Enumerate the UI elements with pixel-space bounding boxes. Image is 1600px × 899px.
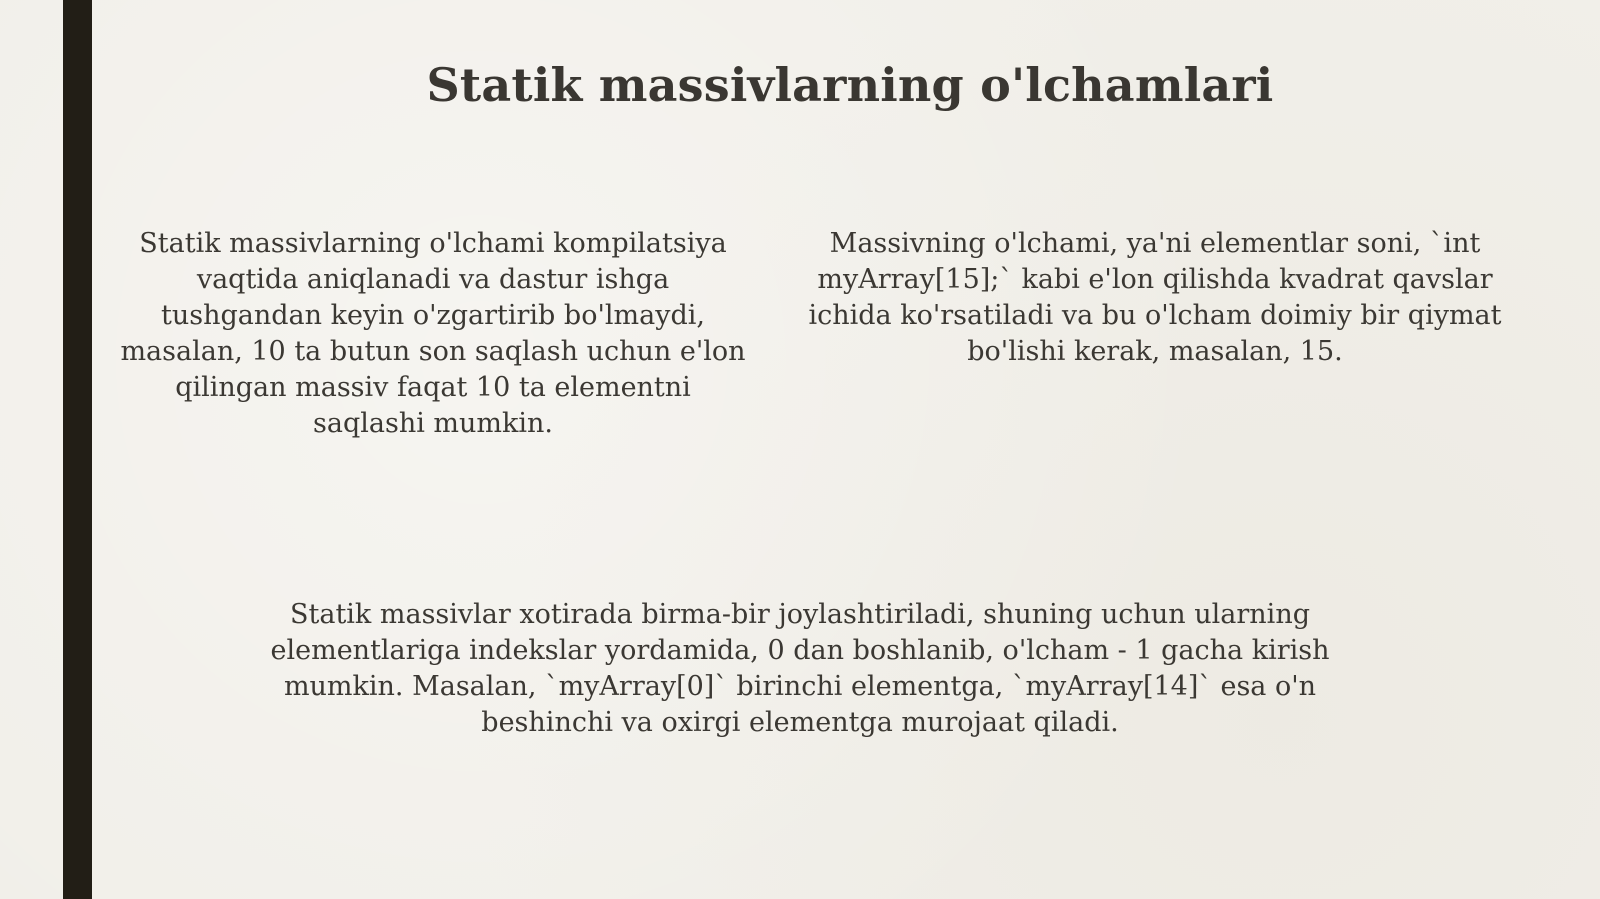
accent-side-bar	[63, 0, 92, 899]
paragraph-bottom: Statik massivlar xotirada birma-bir joylashtiriladi, shuning uchun ularning elementlariga indekslar yordamida, 0 dan boshlanib, o'lcham - 1 gacha kirish mumkin. Masalan, `myArray[0]` birinchi elementga, `myArray[14]` esa o'n beshinchi va oxirgi elementga murojaat qiladi.	[270, 599, 1330, 738]
slide-title: Statik massivlarning o'lchamlari	[426, 58, 1274, 112]
paragraph-right: Massivning o'lchami, ya'ni elementlar soni, `int myArray[15];` kabi e'lon qilishda kvadrat qavslar ichida ko'rsatiladi va bu o'lcham doimiy bir qiymat bo'lishi kerak, masalan, 15.	[808, 228, 1502, 367]
paragraph-left: Statik massivlarning o'lchami kompilatsiya vaqtida aniqlanadi va dastur ishga tushgandan keyin o'zgartirib bo'lmaydi, masalan, 10 ta butun son saqlash uchun e'lon qilingan massiv faqat 10 ta elementni saqlashi mumkin.	[120, 228, 746, 439]
